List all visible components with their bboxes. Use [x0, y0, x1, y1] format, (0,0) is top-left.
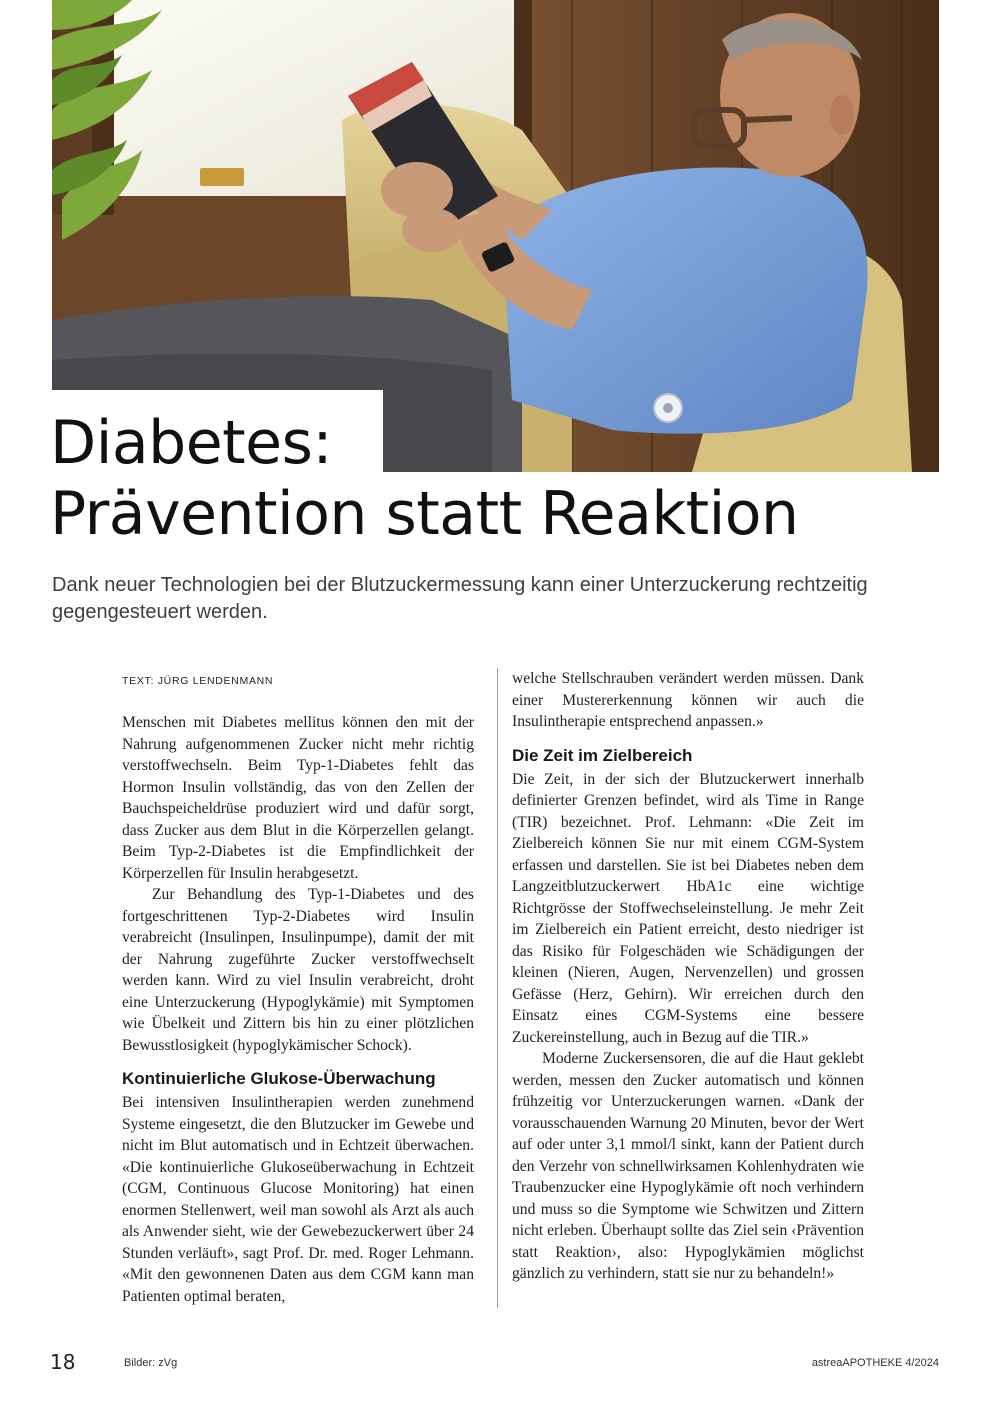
section-heading: Die Zeit im Zielbereich — [512, 745, 693, 765]
lead-text: Dank neuer Technologien bei der Blutzuckermessung kann einer Unterzuckerung rechtzeitig gegengesteuert werden. — [52, 574, 868, 623]
paragraph: Bei intensiven Insulintherapien werden zunehmend Systeme eingesetzt, die den Blutzucker im Gewebe und nicht im Blut automatisch und in Echtzeit überwachen. «Die kontinuierliche Glukoseüberwachung in Echtzeit (CGM, Continuous Glucose Monitoring) hat einen enormen Stellenwert, weil man sowohl als Arzt als auch als Anwender sieht, wie der Gewebezuckerwert über 24 Stunden verläuft», sagt Prof. Dr. med. Roger Lehmann. «Mit den gewonnenen Daten aus dem CGM kann man Patienten optimal beraten, — [122, 1094, 474, 1305]
paragraph: Moderne Zuckersensoren, die auf die Haut geklebt werden, messen den Zucker automatisch und können frühzeitig vor Unterzuckerungen warnen. «Dank der vorausschauenden Warnung 20 Minuten, bevor der Wert auf oder unter 3,1 mmol/l sinkt, kann der Patient durch den Verzehr von schnellwirksamen Kohlenhydraten wie Traubenzucker eine Hypoglykämie oft noch verhindern und muss so die Symptome wie Schwitzen und Zittern nicht erleben. Überhaupt sollte das Ziel sein ‹Prävention statt Reaktion›, also: Hypoglykämien möglichst gänzlich zu verhindern, statt sie nur zu behandeln!» — [512, 1050, 864, 1282]
paragraph: Menschen mit Diabetes mellitus können den mit der Nahrung aufgenommenen Zucker nicht mehr richtig verstoffwechseln. Beim Typ-1-Diabetes fehlt das Hormon Insulin vollständig, das von den Zellen der Bauchspeicheldrüse produziert wird und dafür sorgt, dass Zucker aus dem Blut in die Körperzellen gelangt. Beim Typ-2-Diabetes ist die Empfindlichkeit der Körperzellen für Insulin herabgesetzt. — [122, 714, 474, 882]
title-line-1: Diabetes: — [50, 408, 333, 478]
byline: TEXT: JÜRG LENDENMANN — [122, 675, 274, 687]
paragraph: welche Stellschrauben verändert werden müssen. Dank einer Mustererkennung können wir auch die Insulintherapie entsprechend anpassen.» — [512, 670, 864, 730]
page-title — [50, 408, 799, 550]
magazine-issue: astreaAPOTHEKE 4/2024 — [811, 1357, 939, 1369]
left-column — [122, 674, 474, 1307]
right-column — [512, 668, 864, 1285]
paragraph: Die Zeit, in der sich der Blutzuckerwert innerhalb definierter Grenzen befindet, wird als Time in Range (TIR) bezeichnet. Prof. Lehmann: «Die Zeit im Zielbereich können Sie nur mit einem CGM-System erfassen und darstellen. Sie ist bei Diabetes neben dem Langzeitblutzuckerwert HbA1c eine wichtige Richtgrösse der Stoffwechseleinstellung. Je mehr Zeit im Zielbereich ein Patient erreicht, desto niedriger ist das Risiko für Folgeschäden wie Schädigungen der kleinen (Nieren, Augen, Nervenzellen) und grossen Gefässe (Herz, Gehirn). Wir erreichen durch den Einsatz eines CGM-Systems eine bessere Zuckereinstellung, auch in Bezug auf die TIR.» — [512, 770, 864, 1046]
image-credit: Bilder: zVg — [124, 1357, 178, 1369]
title-line-2: Prävention statt Reaktion — [50, 479, 799, 549]
page-number: 18 — [50, 1350, 76, 1374]
section-heading: Kontinuierliche Glukose-Überwachung — [122, 1069, 436, 1088]
paragraph: Zur Behandlung des Typ-1-Diabetes und des fortgeschrittenen Typ-2-Diabetes wird Insulin verabreicht (Insulinpen, Insulinpumpe), damit der mit der Nahrung zugeführte Zucker verstoffwechselt werden kann. Wird zu viel Insulin verabreicht, droht eine Unterzuckerung (Hypoglykämie) mit Symptomen wie Übelkeit und Zittern bis hin zu einer plötzlichen Bewusstlosigkeit (hypoglykämischer Schock). — [122, 886, 474, 1054]
column-divider — [497, 668, 498, 1308]
